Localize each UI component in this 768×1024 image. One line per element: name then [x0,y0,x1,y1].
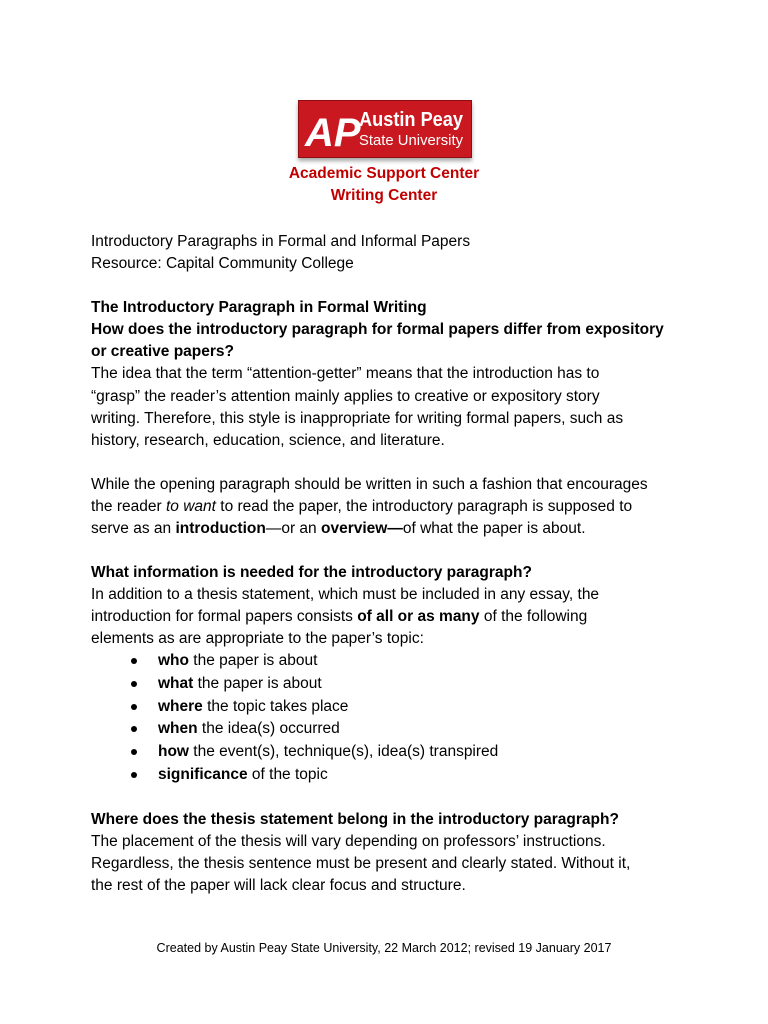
list-item: who the paper is about [91,650,498,673]
bullet-icon [131,726,137,732]
term-overview: overview— [320,520,403,537]
paragraph-1-line-1: The idea that the term “attention-getter” means that the introduction has to [91,365,600,382]
paragraph-1-line-2: “grasp” the reader’s attention mainly applies to creative or expository story [91,388,600,405]
emphasis-all-or-many: of all or as many [357,608,480,625]
logo-line2: State University [359,132,464,149]
logo-graphic [299,101,471,157]
logo-monogram: AP [305,111,361,155]
paragraph-2-line-1: While the opening paragraph should be written in such a fashion that encourages [91,476,648,493]
paragraph-3-line-2: introduction for formal papers consists of all or as many of the following [91,608,588,625]
resource-line: Resource: Capital Community College [91,255,354,272]
question-1-line-2: or creative papers? [91,343,235,360]
term-introduction: introduction [175,520,266,537]
bullet-icon [131,772,137,778]
header-academic-support: Academic Support Center [288,165,480,182]
document-title: Introductory Paragraphs in Formal and Informal Papers [91,233,471,250]
paragraph-1-line-3: writing. Therefore, this style is inappropriate for writing formal papers, such as [91,410,624,427]
question-1-line-1: How does the introductory paragraph for formal papers differ from expository [91,321,664,338]
bullet-icon [131,704,137,710]
paragraph-1-line-4: history, research, education, science, and literature. [91,432,445,449]
university-logo [298,100,472,158]
paragraph-4-line-1: The placement of the thesis will vary depending on professors’ instructions. [91,833,606,850]
list-item: where the topic takes place [91,696,498,719]
footer-credit: Created by Austin Peay State University, 22 March 2012; revised 19 January 2017 [156,941,612,955]
header-writing-center: Writing Center [330,187,438,204]
paragraph-4-line-3: the rest of the paper will lack clear focus and structure. [91,877,466,894]
list-item: what the paper is about [91,673,498,696]
question-3: Where does the thesis statement belong in the introductory paragraph? [91,811,619,828]
paragraph-4-line-2: Regardless, the thesis sentence must be present and clearly stated. Without it, [91,855,631,872]
bullet-icon [131,658,137,664]
paragraph-2-line-3: serve as an introduction—or an overview—of what the paper is about. [91,520,586,537]
bullet-icon [131,681,137,687]
bullet-icon [131,749,137,755]
list-item: when the idea(s) occurred [91,718,498,741]
list-item: significance of the topic [91,764,498,787]
elements-list [91,650,498,787]
emphasis-to-want: to want [165,498,216,515]
list-item: how the event(s), technique(s), idea(s) transpired [91,741,498,764]
section-heading: The Introductory Paragraph in Formal Writing [91,299,427,316]
logo-line1: Austin Peay [359,109,464,131]
paragraph-3-line-1: In addition to a thesis statement, which must be included in any essay, the [91,586,600,603]
paragraph-3-line-3: elements as are appropriate to the paper’s topic: [91,630,424,647]
question-2: What information is needed for the introductory paragraph? [91,564,532,581]
paragraph-2-line-2: the reader to want to read the paper, the introductory paragraph is supposed to [91,498,633,515]
